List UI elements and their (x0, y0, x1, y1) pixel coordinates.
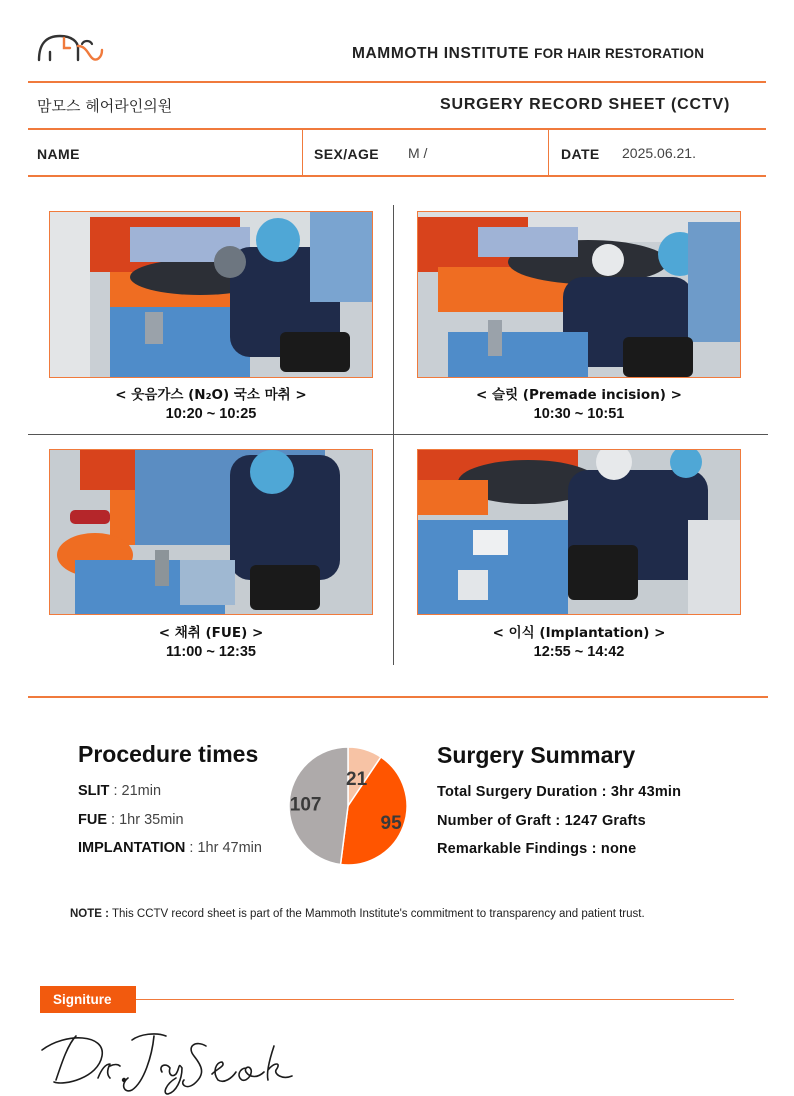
photo-time: 10:30 ~ 10:51 (533, 406, 625, 422)
procedure-item-value: : 1hr 35min (111, 812, 184, 828)
photo-caption (49, 624, 373, 662)
procedure-item (78, 812, 184, 828)
procedure-item-value: : 21min (113, 783, 162, 799)
pie-label-slit: 21 (346, 768, 368, 790)
institute-name-main: MAMMOTH INSTITUTE (352, 45, 530, 62)
section-divider (28, 696, 768, 698)
patient-divider (28, 175, 766, 177)
institute-title (352, 45, 704, 63)
photo-time: 12:55 ~ 14:42 (533, 644, 625, 660)
photo-caption (417, 386, 741, 424)
note (70, 908, 645, 920)
procedure-times-title: Procedure times (78, 741, 259, 767)
surgery-summary-title: Surgery Summary (437, 742, 636, 768)
date-label: DATE (561, 146, 600, 162)
field-separator (302, 129, 303, 176)
photo-caption (417, 624, 741, 662)
sheet-title: SURGERY RECORD SHEET (CCTV) (440, 96, 731, 113)
title-divider (28, 128, 766, 130)
handwritten-signature (36, 1022, 306, 1096)
procedure-item (78, 783, 161, 799)
pie-label-fue: 95 (380, 813, 402, 835)
note-label: NOTE : (70, 908, 109, 920)
graft-count: Number of Graft : 1247 Grafts (437, 813, 646, 829)
field-separator (548, 129, 549, 176)
sex-age-value: M / (408, 145, 428, 161)
procedure-item-label: IMPLANTATION (78, 840, 186, 856)
date-value: 2025.06.21. (622, 145, 696, 161)
photo-title: < 웃음가스 (N₂O) 국소 마취 > (115, 387, 307, 403)
pie-label-implantation: 107 (289, 794, 322, 816)
cctv-photo-slit (417, 211, 741, 378)
institute-name-suffix: FOR HAIR RESTORATION (534, 46, 705, 61)
sex-age-label: SEX/AGE (314, 146, 380, 162)
remarkable-findings: Remarkable Findings : none (437, 841, 637, 857)
cctv-photo-fue (49, 449, 373, 615)
photo-time: 11:00 ~ 12:35 (166, 644, 256, 660)
grid-divider-vertical (393, 205, 394, 665)
elephant-logo-icon (36, 28, 108, 64)
signature-line (136, 999, 734, 1000)
procedure-item-value: : 1hr 47min (189, 840, 262, 856)
name-label: NAME (37, 146, 80, 162)
signature-label: Signiture (40, 986, 136, 1013)
photo-title: < 채취 (FUE) > (158, 625, 264, 641)
total-duration: Total Surgery Duration : 3hr 43min (437, 784, 682, 800)
note-text: This CCTV record sheet is part of the Mammoth Institute's commitment to transparency and patient trust. (111, 908, 645, 920)
photo-caption (49, 386, 373, 424)
grid-divider-horizontal (28, 434, 768, 435)
clinic-name: 맘모스 헤어라인의원 (37, 97, 173, 115)
photo-time: 10:20 ~ 10:25 (165, 406, 257, 422)
procedure-item (78, 840, 262, 856)
procedure-item-label: SLIT (78, 783, 110, 799)
cctv-photo-implantation (417, 449, 741, 615)
procedure-item-label: FUE (78, 812, 107, 828)
cctv-photo-anesthesia (49, 211, 373, 378)
photo-title: < 슬릿 (Premade incision) > (476, 387, 682, 403)
procedure-time-pie-chart (286, 745, 412, 867)
header-divider (28, 81, 766, 83)
photo-title: < 이식 (Implantation) > (492, 625, 666, 641)
